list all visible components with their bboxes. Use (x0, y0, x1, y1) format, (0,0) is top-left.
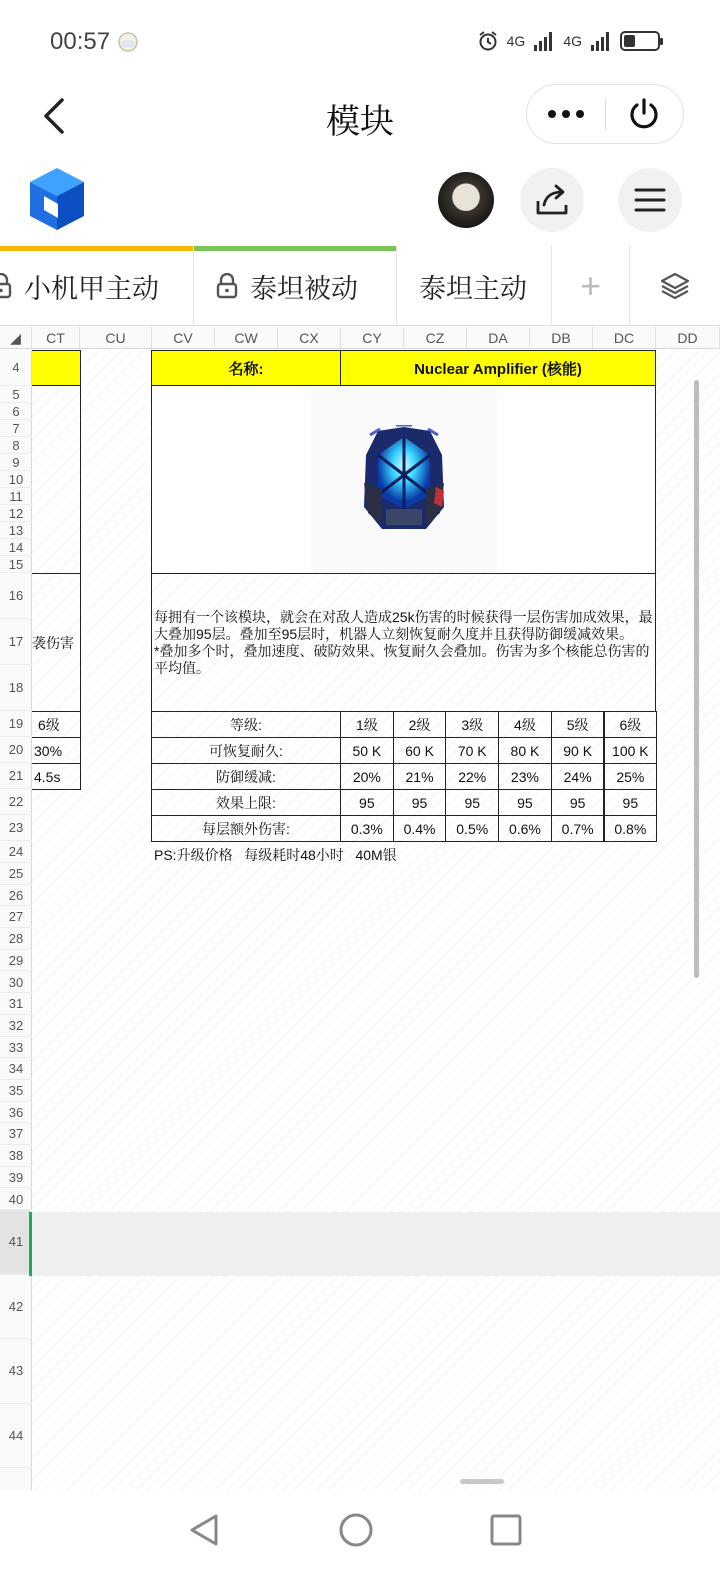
battery-icon (620, 31, 660, 51)
weather-icon (116, 30, 140, 54)
row-header[interactable]: 13 (0, 522, 32, 539)
share-button[interactable] (520, 168, 584, 232)
level-table-cell[interactable] (551, 737, 605, 764)
level-table-cell[interactable] (604, 789, 658, 816)
cell-value: 21% (405, 768, 434, 785)
add-sheet-button[interactable] (552, 246, 630, 326)
tab-accent-bar (0, 246, 193, 251)
fragment-value: 6级 (38, 716, 60, 733)
avatar[interactable] (438, 172, 494, 228)
level-table-cell[interactable] (604, 763, 658, 790)
row-header[interactable]: 16 (0, 573, 32, 619)
level-header-cell[interactable] (340, 711, 394, 738)
column-header[interactable]: CU (80, 327, 152, 349)
row-header[interactable]: 43 (0, 1339, 32, 1404)
cell-value: 2级 (408, 716, 431, 733)
column-header[interactable]: CW (215, 327, 278, 349)
cell-value: 23% (510, 768, 539, 785)
module-name: Nuclear Amplifier (核能) (414, 360, 582, 378)
vertical-scrollbar[interactable] (694, 380, 699, 978)
column-headers (0, 327, 720, 349)
row-header[interactable]: 22 (0, 789, 32, 815)
cell-value: 防御缓减: (216, 768, 276, 785)
level-table-cell[interactable] (498, 763, 552, 790)
row-header[interactable]: 9 (0, 454, 32, 471)
signal-label-1: 4G (506, 33, 526, 49)
alarm-icon (477, 30, 499, 52)
cell-value: 80 K (510, 742, 540, 759)
row-header[interactable]: 7 (0, 420, 32, 437)
selected-row-highlight (32, 1212, 720, 1276)
row-header[interactable]: 30 (0, 972, 32, 994)
tab-label: 泰坦主动 (419, 273, 527, 304)
fragment-value: 4.5s (34, 768, 61, 785)
cell-value: 0.3% (350, 820, 383, 837)
lock-icon (0, 273, 12, 299)
cell-value: 1级 (355, 716, 378, 733)
column-header[interactable]: CV (152, 327, 215, 349)
row-header[interactable]: 26 (0, 885, 32, 907)
row-header[interactable]: 41 (0, 1210, 32, 1275)
row-header[interactable]: 37 (0, 1123, 32, 1145)
level-table-cell[interactable] (498, 737, 552, 764)
dot-icon (562, 110, 570, 118)
nav-recents-icon[interactable] (486, 1510, 526, 1550)
level-table-cell[interactable] (151, 737, 341, 764)
cell-value: 24% (563, 768, 592, 785)
column-header[interactable]: DA (467, 327, 530, 349)
level-header-cell[interactable] (498, 711, 552, 738)
column-header[interactable]: CY (341, 327, 404, 349)
close-miniapp-button[interactable] (606, 84, 684, 144)
cell-value: 0.8% (614, 820, 647, 837)
level-table-cell[interactable] (551, 815, 605, 842)
row-header[interactable]: 6 (0, 403, 32, 420)
row-header[interactable]: 14 (0, 539, 32, 556)
column-header[interactable]: DB (530, 327, 593, 349)
cell-value: 0.6% (508, 820, 541, 837)
level-table-cell[interactable] (445, 815, 499, 842)
column-header[interactable]: CX (278, 327, 341, 349)
level-table-cell[interactable] (445, 737, 499, 764)
row-headers (0, 350, 32, 1490)
row-header[interactable]: 36 (0, 1102, 32, 1124)
row-header[interactable]: 39 (0, 1167, 32, 1189)
signal-label-2: 4G (563, 33, 582, 49)
cell-value: 95 (359, 794, 375, 811)
row-header[interactable]: 24 (0, 841, 32, 863)
level-table-cell[interactable] (445, 789, 499, 816)
tab-accent-bar (194, 246, 396, 251)
cell-value: 95 (411, 794, 428, 811)
cell-value: 60 K (405, 742, 434, 759)
horizontal-scrollbar[interactable] (460, 1479, 504, 1484)
level-header-cell[interactable] (551, 711, 605, 738)
level-table-cell[interactable] (393, 737, 447, 764)
module-image-cell[interactable] (151, 385, 656, 574)
select-all-corner[interactable]: ◢ (0, 327, 32, 349)
cell-value: 3级 (461, 716, 484, 733)
cell-value: 50 K (352, 742, 382, 759)
row-header[interactable]: 33 (0, 1037, 32, 1059)
nuclear-amplifier-module-image (356, 425, 452, 535)
row-header[interactable]: 32 (0, 1015, 32, 1037)
tab-label: 泰坦被动 (250, 273, 358, 304)
level-table-cell[interactable] (498, 815, 552, 842)
cell-value: 每层额外伤害: (202, 820, 290, 837)
active-row-indicator (29, 1212, 32, 1276)
level-header-cell[interactable] (393, 711, 447, 738)
fragment-text-cell[interactable] (32, 573, 81, 712)
menu-button[interactable] (618, 168, 682, 232)
level-table-cell[interactable] (498, 789, 552, 816)
level-header-cell[interactable] (445, 711, 499, 738)
cell-value: 效果上限: (216, 794, 276, 811)
fragment-image-cell[interactable] (32, 385, 81, 574)
cell-value: 等级: (230, 716, 262, 733)
status-time: 00:57 (50, 28, 111, 55)
row-header[interactable]: 15 (0, 556, 32, 573)
column-header[interactable]: DD (656, 327, 720, 349)
row-header[interactable]: 21 (0, 763, 32, 789)
tab-label: 小机甲主动 (24, 273, 159, 304)
level-table-cell[interactable] (340, 815, 394, 842)
miniapp-capsule (526, 84, 684, 144)
level-table-cell[interactable] (340, 789, 394, 816)
module-image-frame (311, 387, 497, 573)
level-table-cell[interactable] (151, 815, 341, 842)
sheet-list-button[interactable] (630, 246, 720, 326)
level-table-cell[interactable] (551, 789, 605, 816)
more-button[interactable] (527, 84, 605, 144)
dot-icon (576, 110, 584, 118)
status-icons (477, 30, 660, 52)
cell-value: 20% (352, 768, 381, 785)
fragment-header-cell[interactable] (32, 350, 81, 386)
description-cell[interactable] (151, 573, 656, 712)
cell-value: 4级 (514, 716, 536, 733)
app-logo-icon (28, 166, 86, 232)
level-header-cell[interactable] (604, 711, 658, 738)
share-icon (534, 183, 570, 217)
column-header[interactable]: DC (593, 327, 656, 349)
level-table-cell[interactable] (604, 815, 658, 842)
name-value-cell[interactable] (340, 350, 656, 386)
column-header[interactable]: CZ (404, 327, 467, 349)
row-header[interactable]: 31 (0, 993, 32, 1015)
level-table-cell[interactable] (551, 763, 605, 790)
power-icon (626, 96, 662, 132)
cell-value: 0.4% (403, 820, 436, 837)
hamburger-icon (634, 186, 666, 214)
lock-icon (216, 273, 238, 299)
row-header[interactable]: 11 (0, 488, 32, 505)
cell-value: 90 K (563, 742, 593, 759)
level-table-cell[interactable] (393, 789, 447, 816)
level-table-cell[interactable] (445, 763, 499, 790)
level-table-cell[interactable] (393, 763, 447, 790)
fragment-value-cell[interactable] (32, 763, 81, 790)
nav-home-icon[interactable] (336, 1510, 376, 1550)
signal-icon (533, 31, 555, 51)
row-header[interactable]: 29 (0, 950, 32, 972)
fragment-value-cell[interactable] (32, 737, 81, 764)
level-table-cell[interactable] (151, 789, 341, 816)
sheet-grid[interactable] (32, 350, 720, 1490)
row-header[interactable]: 10 (0, 471, 32, 488)
row-header[interactable]: 19 (0, 711, 32, 737)
row-header[interactable]: 17 (0, 619, 32, 665)
row-header[interactable]: 27 (0, 906, 32, 928)
sheet-tabs (0, 246, 720, 326)
row-header[interactable]: 35 (0, 1080, 32, 1102)
row-header[interactable]: 42 (0, 1275, 32, 1340)
tab-sheet-2[interactable] (194, 246, 397, 326)
cell-value: 100 K (612, 742, 649, 759)
tab-sheet-3[interactable] (397, 246, 552, 326)
cell-value: 25% (616, 768, 645, 785)
row-header[interactable]: 4 (0, 350, 32, 386)
row-header[interactable]: 18 (0, 665, 32, 711)
cell-value: 70 K (457, 742, 487, 759)
cell-value: 22% (458, 768, 487, 785)
cell-value: 5级 (566, 716, 589, 733)
cell-value: 6级 (619, 716, 642, 733)
row-header[interactable]: 25 (0, 863, 32, 885)
row-header[interactable]: 40 (0, 1189, 32, 1211)
nav-back-icon[interactable] (184, 1510, 224, 1550)
row-header[interactable]: 28 (0, 928, 32, 950)
name-label: 名称: (228, 360, 264, 378)
name-label-cell[interactable] (151, 350, 341, 386)
row-header[interactable]: 38 (0, 1145, 32, 1167)
level-table-cell[interactable] (151, 763, 341, 790)
row-header[interactable]: 5 (0, 386, 32, 403)
fragment-text: 袭伤害 (32, 634, 74, 651)
status-bar (0, 0, 720, 84)
plus-icon: + (579, 265, 602, 306)
level-table-cell[interactable] (604, 737, 658, 764)
level-table-cell[interactable] (393, 815, 447, 842)
cell-value: 0.7% (561, 820, 594, 837)
cell-value: 可恢复耐久: (209, 742, 283, 759)
row-header[interactable]: 8 (0, 437, 32, 454)
row-header[interactable]: 34 (0, 1058, 32, 1080)
layers-icon (659, 270, 691, 302)
signal-icon-2 (590, 31, 612, 51)
title-bar (0, 84, 720, 156)
fragment-value-cell[interactable] (32, 711, 81, 738)
cell-value: 95 (517, 794, 533, 811)
cell-value: 0.5% (456, 820, 489, 837)
fragment-value: 30% (34, 742, 63, 759)
row-header[interactable]: 20 (0, 737, 32, 763)
system-nav-bar (0, 1490, 720, 1592)
app-toolbar (0, 160, 720, 244)
cell-value: 95 (464, 794, 481, 811)
column-header[interactable]: CT (32, 327, 80, 349)
page-title: 模块 (326, 103, 394, 141)
row-header[interactable]: 44 (0, 1404, 32, 1469)
level-table-cell[interactable] (340, 763, 394, 790)
dot-icon (548, 110, 556, 118)
cell-value: 95 (569, 794, 586, 811)
row-header[interactable]: 23 (0, 815, 32, 841)
ps-note[interactable] (154, 845, 397, 865)
level-header-cell[interactable] (151, 711, 341, 738)
cell-value: 95 (622, 794, 639, 811)
row-header[interactable]: 12 (0, 505, 32, 522)
tab-sheet-1[interactable] (0, 246, 194, 326)
level-table-cell[interactable] (340, 737, 394, 764)
ps-note-text: PS:升级价格 每级耗时48小时 40M银 (154, 847, 397, 863)
module-description: 每拥有一个该模块，就会在对敌人造成25k伤害的时候获得一层伤害加成效果，最大叠加95层。叠加至95层时，机器人立刻恢复耐久度并且获得防御缓减效果。 *叠加多个时，叠加速度、破防效果、恢复耐久会叠加。伤害为多个核能总伤害的平均值。 (154, 608, 653, 676)
